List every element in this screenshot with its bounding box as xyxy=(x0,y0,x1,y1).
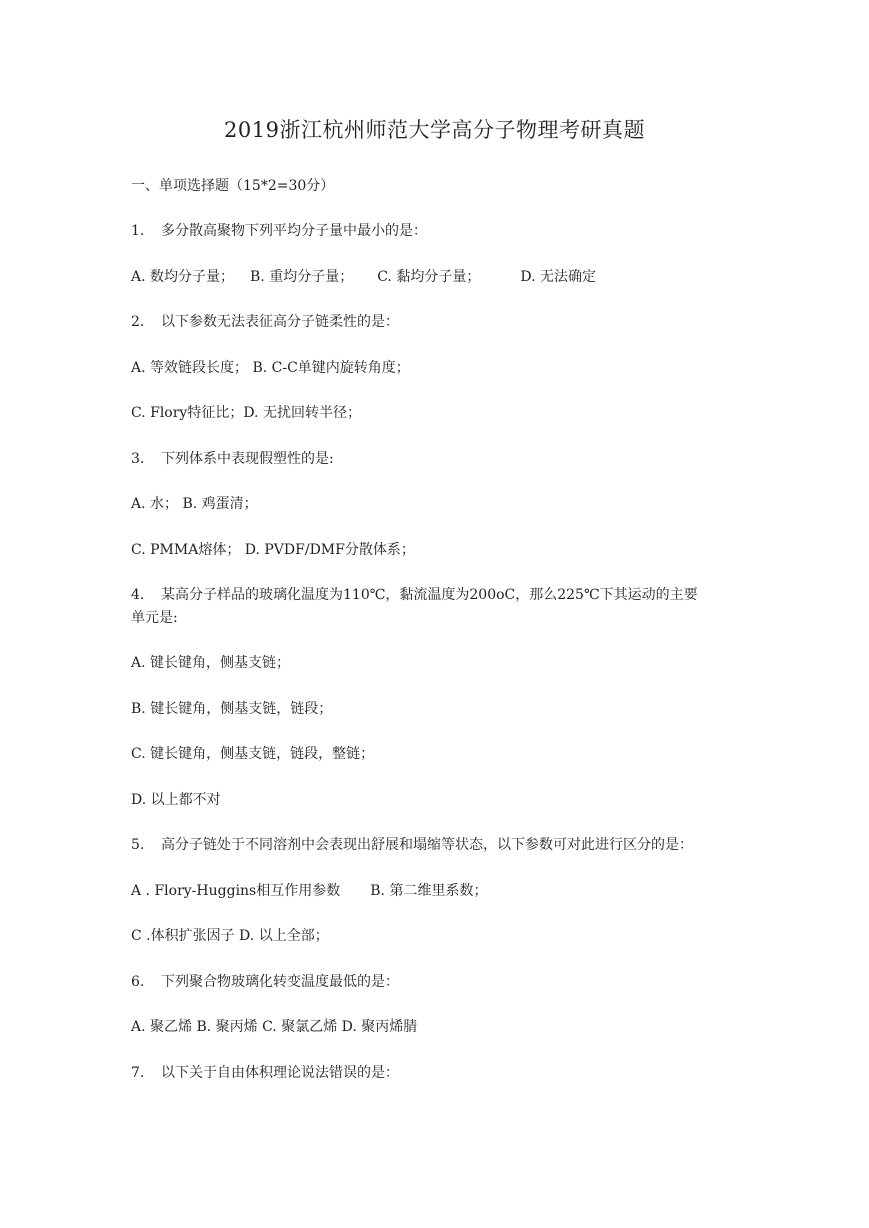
question-stem: 某高分子样品的玻璃化温度为110℃，黏流温度为200oC，那么225℃下其运动的主要 xyxy=(161,587,698,603)
question-stem: 以下参数无法表征高分子链柔性的是： xyxy=(161,314,399,330)
question-2-options-cd: C. Flory特征比；D. 无扰回转半径； xyxy=(131,405,361,421)
question-3-options-cd: C. PMMA熔体； D. PVDF/DMF分散体系； xyxy=(131,542,415,558)
question-number: 3. xyxy=(131,451,145,467)
option-a: A. 数均分子量； xyxy=(131,269,235,285)
question-4-option-d: D. 以上都不对 xyxy=(131,792,221,808)
question-4-option-a: A. 键长键角，侧基支链； xyxy=(131,655,291,671)
question-1 xyxy=(131,220,427,242)
question-4 xyxy=(131,584,698,606)
page-title: 2019浙江杭州师范大学高分子物理考研真题 xyxy=(224,118,645,142)
question-stem: 以下关于自由体积理论说法错误的是： xyxy=(161,1065,399,1081)
question-5 xyxy=(131,834,693,856)
option-c: C. 黏均分子量； xyxy=(377,269,481,285)
question-6 xyxy=(131,971,399,993)
question-number: 2. xyxy=(131,314,145,330)
question-number: 7. xyxy=(131,1065,145,1081)
question-4-option-b: B. 键长键角，侧基支链，链段； xyxy=(131,701,333,717)
question-1-options xyxy=(131,266,596,288)
question-3-options-ab: A. 水； B. 鸡蛋清； xyxy=(131,496,258,512)
question-stem: 多分散高聚物下列平均分子量中最小的是： xyxy=(161,223,427,239)
question-stem: 下列体系中表现假塑性的是: xyxy=(161,451,334,467)
option-b: B. 重均分子量； xyxy=(250,269,354,285)
question-number: 6. xyxy=(131,974,145,990)
option-b: B. 第二维里系数； xyxy=(370,883,488,899)
section-heading: 一、单项选择题（15*2=30分） xyxy=(131,178,335,194)
question-2 xyxy=(131,311,399,333)
question-number: 5. xyxy=(131,837,145,853)
question-3 xyxy=(131,448,334,470)
question-4-stem-continued: 单元是: xyxy=(131,610,178,626)
question-2-options-ab: A. 等效链段长度； B. C-C单键内旋转角度； xyxy=(131,360,410,376)
question-4-option-c: C. 键长键角，侧基支链，链段，整链； xyxy=(131,746,375,762)
question-5-options-ab xyxy=(131,880,487,902)
question-stem: 下列聚合物玻璃化转变温度最低的是： xyxy=(161,974,399,990)
question-6-options: A. 聚乙烯 B. 聚丙烯 C. 聚氯乙烯 D. 聚丙烯腈 xyxy=(131,1019,418,1035)
question-number: 4. xyxy=(131,587,145,603)
question-number: 1. xyxy=(131,223,145,239)
question-7 xyxy=(131,1062,399,1084)
question-5-options-cd: C .体积扩张因子 D. 以上全部； xyxy=(131,928,329,944)
option-a: A . Flory-Huggins相互作用参数 xyxy=(131,883,341,899)
option-d: D. 无法确定 xyxy=(520,269,596,285)
question-stem: 高分子链处于不同溶剂中会表现出舒展和塌缩等状态，以下参数可对此进行区分的是： xyxy=(161,837,693,853)
